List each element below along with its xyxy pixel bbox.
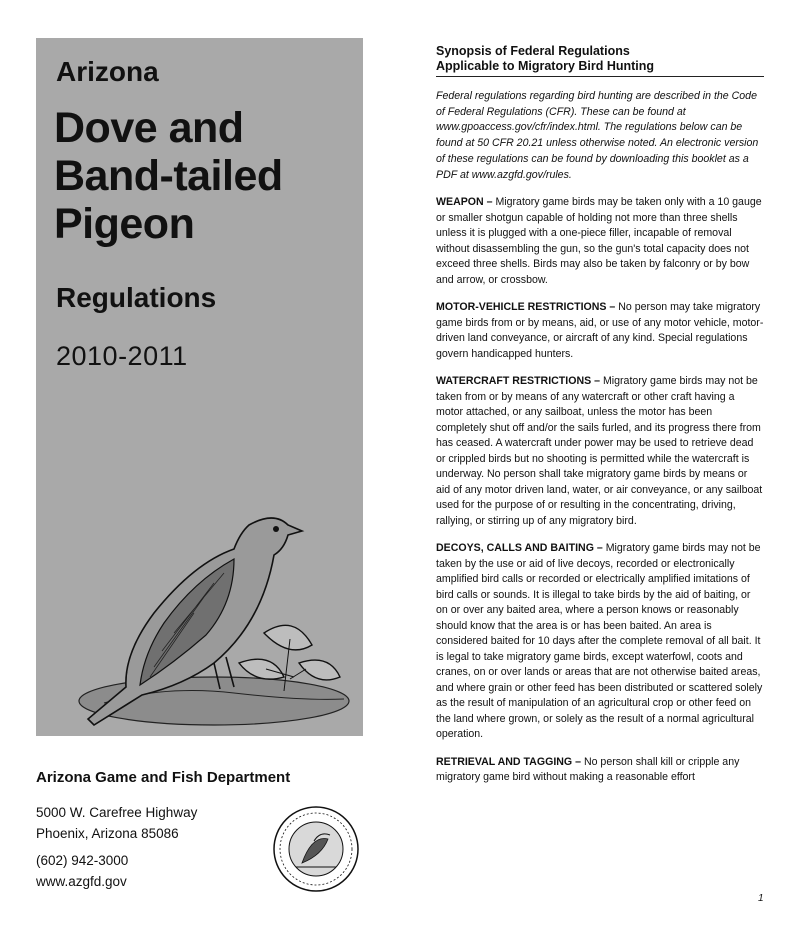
department-seal-icon bbox=[272, 805, 360, 893]
regulation-lead: WATERCRAFT RESTRICTIONS – bbox=[436, 375, 601, 388]
regulation-weapon bbox=[436, 195, 764, 288]
regulation-motor-vehicle bbox=[436, 300, 764, 362]
regulation-text: No person shall kill or cripple any migratory game bird without making a reasonable effort bbox=[436, 755, 740, 784]
synopsis-heading-line: Applicable to Migratory Bird Hunting bbox=[436, 59, 655, 73]
cover-title-line: Pigeon bbox=[54, 200, 195, 248]
dove-illustration-icon bbox=[44, 463, 356, 728]
address-line: 5000 W. Carefree Highway bbox=[36, 805, 198, 820]
cover-panel bbox=[36, 38, 363, 736]
regulation-retrieval bbox=[436, 755, 764, 786]
regulation-text: No person may take migratory game birds from or by means, aid, or use of any motor vehicle, motor-driven land conveyance, or aircraft of any kind. Special regulations govern handicapped hunters. bbox=[436, 301, 764, 360]
phone-number: (602) 942-3000 bbox=[36, 853, 129, 868]
regulation-text: Migratory game birds may not be taken by the use or aid of live decoys, recorded or electronically amplified bird calls or recorded or electrically amplified imitations of bird calls or sounds. It is illegal to take birds by the aid of baiting, or on or over any baited area, where a person knows or reasonably should know that the area is or has been baited. An area is considered baited for 10 days after the complete removal of all bait. It is legal to take migratory game birds, except waterfowl, coots and cranes, on or over lands or areas that are not otherwise baited areas, and where grain or other feed has been distributed or scattered solely as the result of manipulation of an agricultural crop or other feed on the land where grown, or solely as the result of a normal agricultural operation. bbox=[436, 542, 763, 741]
cover-year: 2010-2011 bbox=[56, 341, 188, 371]
synopsis-column bbox=[436, 44, 764, 798]
cover-subtitle: Regulations bbox=[56, 282, 217, 313]
cover-state: Arizona bbox=[56, 56, 159, 87]
synopsis-heading-line: Synopsis of Federal Regulations bbox=[436, 44, 630, 58]
regulation-lead: WEAPON – bbox=[436, 196, 493, 209]
department-contact bbox=[36, 850, 128, 892]
website-url: www.azgfd.gov bbox=[36, 874, 127, 889]
cover-title bbox=[54, 104, 283, 248]
regulation-watercraft bbox=[436, 374, 764, 529]
regulation-lead: MOTOR-VEHICLE RESTRICTIONS – bbox=[436, 301, 616, 314]
regulation-lead: RETRIEVAL AND TAGGING – bbox=[436, 755, 581, 768]
department-name: Arizona Game and Fish Department bbox=[36, 769, 291, 786]
department-address bbox=[36, 802, 197, 844]
regulation-decoys bbox=[436, 541, 764, 743]
synopsis-intro: Federal regulations regarding bird hunting are described in the Code of Federal Regulations (CFR). These can be found at www.gpoaccess.gov/cfr/index.html. The regulations below can be found at 50 CFR 20.21 unless otherwise noted. An electronic version of these regulations can be found by downloading this booklet as a PDF at www.azgfd.gov/rules. bbox=[436, 90, 759, 181]
regulation-text: Migratory game birds may not be taken from or by means of any watercraft or other craft having a motor attached, or any sailboat, unless the motor has been completely shut off and/or the sails furled, and its progress there from has ceased. A watercraft under power may be used to retrieve dead or crippled birds but no shooting is permitted while the watercraft is underway. No person shall take migratory game birds by means or aid of any motor driven land, water, or air conveyance, or any sailboat used for the purpose of or resulting in the concentrating, driving, rallying, or stirring up of any migratory bird. bbox=[436, 375, 763, 527]
regulation-text: Migratory game birds may be taken only with a 10 gauge or smaller shotgun capable of holding not more than three shells unless it is plugged with a one-piece filler, incapable of removal without disassembling the gun, so the gun's total capacity does not exceed three shells. Birds may also be taken by falconry or by bow and arrow, or crossbow. bbox=[436, 196, 762, 286]
address-line: Phoenix, Arizona 85086 bbox=[36, 826, 179, 841]
synopsis-heading bbox=[436, 44, 764, 77]
cover-title-line: Dove and bbox=[54, 104, 244, 152]
cover-title-line: Band-tailed bbox=[54, 152, 283, 200]
page-number: 1 bbox=[758, 893, 764, 904]
regulation-lead: DECOYS, CALLS AND BAITING – bbox=[436, 542, 603, 555]
